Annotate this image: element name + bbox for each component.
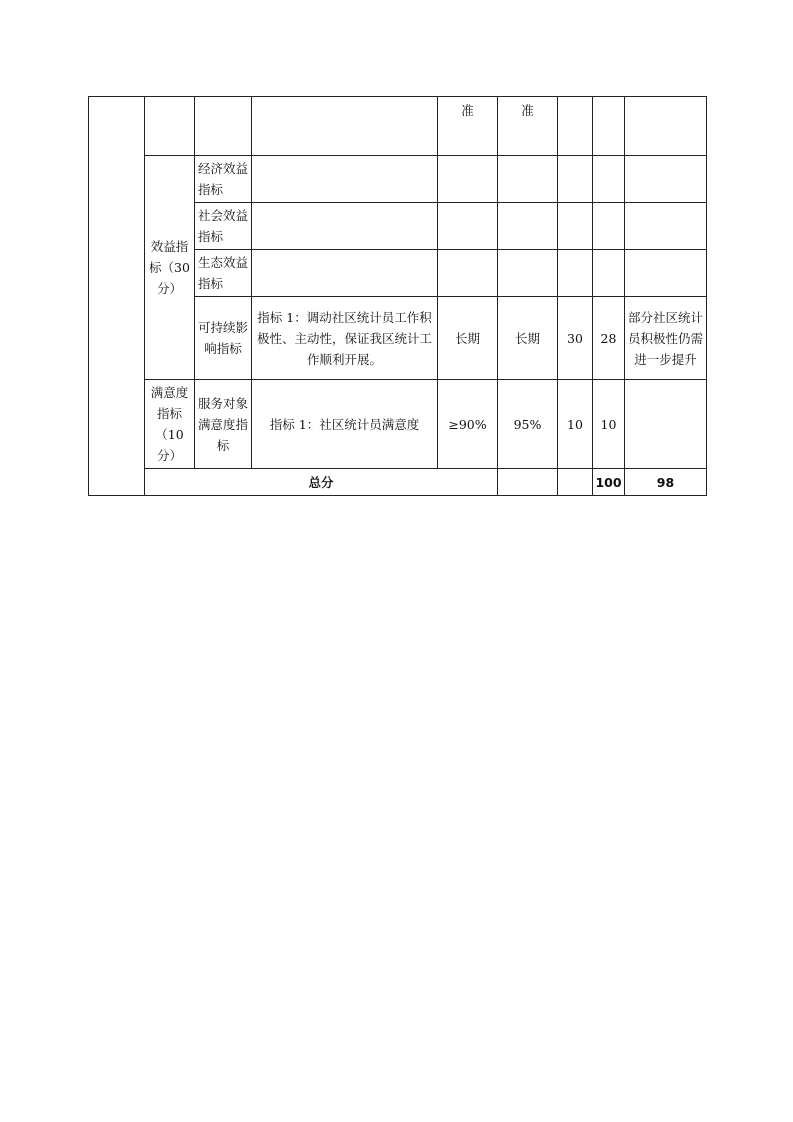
target-value-cell: 准 xyxy=(438,97,498,156)
target-value-cell: ≥90% xyxy=(438,380,498,469)
actual-value-cell: 准 xyxy=(498,97,558,156)
score-cell xyxy=(593,203,625,250)
actual-value-cell xyxy=(498,250,558,297)
category-cell: 社会效益指标 xyxy=(195,203,252,250)
category-cell: 经济效益指标 xyxy=(195,156,252,203)
target-value-cell xyxy=(498,469,558,496)
benefit-group-label: 效益指标（30分） xyxy=(145,156,195,380)
third-level-indicator-cell xyxy=(195,97,252,156)
performance-table-page xyxy=(88,96,707,496)
target-value-cell: 长期 xyxy=(438,297,498,380)
first-level-indicator-cell xyxy=(89,97,145,496)
note-cell xyxy=(625,250,707,297)
score-cell: 28 xyxy=(593,297,625,380)
actual-value-cell xyxy=(498,156,558,203)
table-row xyxy=(89,97,707,156)
category-cell: 生态效益指标 xyxy=(195,250,252,297)
weight-cell: 10 xyxy=(558,380,593,469)
target-value-cell xyxy=(438,203,498,250)
actual-value-cell xyxy=(498,203,558,250)
target-value-cell xyxy=(438,250,498,297)
weight-cell xyxy=(558,250,593,297)
note-cell xyxy=(625,380,707,469)
actual-value-cell: 95% xyxy=(498,380,558,469)
weight-cell: 30 xyxy=(558,297,593,380)
category-cell: 服务对象满意度指标 xyxy=(195,380,252,469)
score-cell xyxy=(593,97,625,156)
second-level-indicator-cell xyxy=(145,97,195,156)
total-row xyxy=(89,469,707,496)
actual-value-cell xyxy=(558,469,593,496)
total-score-cell: 98 xyxy=(625,469,707,496)
category-cell: 可持续影响指标 xyxy=(195,297,252,380)
indicator-cell xyxy=(252,203,438,250)
indicator-cell: 指标 1：社区统计员满意度 xyxy=(252,380,438,469)
actual-value-cell: 长期 xyxy=(498,297,558,380)
weight-cell xyxy=(558,156,593,203)
indicator-cell: 指标 1：调动社区统计员工作积极性、主动性，保证我区统计工作顺利开展。 xyxy=(252,297,438,380)
performance-evaluation-table xyxy=(88,96,707,496)
satisfaction-group-label: 满意度指标（10分） xyxy=(145,380,195,469)
indicator-cell xyxy=(252,97,438,156)
indicator-cell xyxy=(252,156,438,203)
score-cell: 10 xyxy=(593,380,625,469)
total-label: 总分 xyxy=(145,469,498,496)
note-cell xyxy=(625,203,707,250)
note-cell: 部分社区统计员积极性仍需进一步提升 xyxy=(625,297,707,380)
note-cell xyxy=(625,97,707,156)
weight-cell xyxy=(558,203,593,250)
total-weight-cell: 100 xyxy=(593,469,625,496)
weight-cell xyxy=(558,97,593,156)
target-value-cell xyxy=(438,156,498,203)
score-cell xyxy=(593,250,625,297)
table-row xyxy=(89,156,707,203)
note-cell xyxy=(625,156,707,203)
table-row xyxy=(89,380,707,469)
score-cell xyxy=(593,156,625,203)
indicator-cell xyxy=(252,250,438,297)
